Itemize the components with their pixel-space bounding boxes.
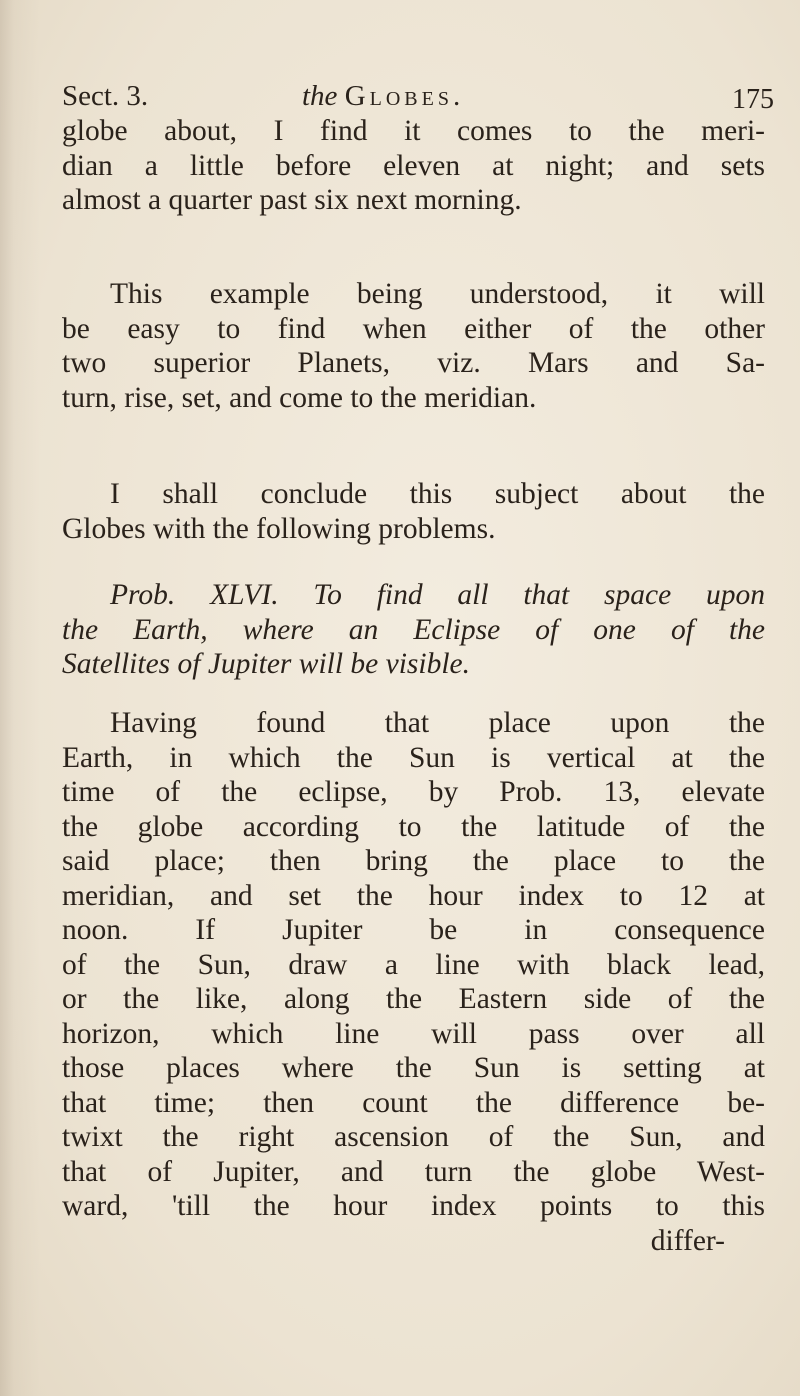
text-line: the globe according to the latitude of the	[62, 810, 765, 843]
paragraph-1	[62, 114, 765, 218]
text-line: or the like, along the Eastern side of the	[62, 983, 765, 1015]
text-line: the Earth, where an Eclipse of one of the	[62, 613, 765, 646]
text-line: that of Jupiter, and turn the globe West-	[62, 1155, 765, 1188]
text-line: dian a little before eleven at night; and sets	[62, 149, 765, 182]
text-line: ward, 'till the hour index points to this	[62, 1190, 765, 1222]
paragraph-3	[62, 477, 765, 546]
text-line: I shall conclude this subject about the	[110, 478, 765, 510]
paragraph-2	[62, 277, 765, 415]
running-title	[302, 80, 464, 113]
text-line: This example being understood, it will	[110, 278, 765, 310]
text-line: be easy to find when either of the other	[62, 312, 765, 345]
text-line: Satellites of Jupiter will be visible.	[62, 648, 471, 680]
text-line: two superior Planets, viz. Mars and Sa-	[62, 347, 765, 379]
text-line: time of the eclipse, by Prob. 13, elevate	[62, 776, 765, 808]
text-line: horizon, which line will pass over all	[62, 1017, 765, 1050]
running-title-caps: Globes.	[344, 80, 465, 112]
text-line: of the Sun, draw a line with black lead,	[62, 948, 765, 981]
text-line: Prob. XLVI. To find all that space upon	[110, 579, 765, 611]
text-line: almost a quarter past six next morning.	[62, 184, 522, 216]
text-line: twixt the right ascension of the Sun, and	[62, 1121, 765, 1153]
problem-heading	[62, 578, 765, 682]
text-line: said place; then bring the place to the	[62, 845, 765, 877]
text-line: Having found that place upon the	[110, 707, 765, 739]
page-number: 175	[732, 84, 774, 115]
text-line: meridian, and set the hour index to 12 at	[62, 879, 765, 912]
text-line: globe about, I find it comes to the meri-	[62, 115, 765, 147]
text-line: those places where the Sun is setting at	[62, 1052, 765, 1084]
text-line: Globes with the following problems.	[62, 512, 496, 545]
text-line: turn, rise, set, and come to the meridian.	[62, 381, 537, 414]
text-line: Earth, in which the Sun is vertical at the	[62, 741, 765, 774]
paragraph-5	[62, 706, 765, 1258]
section-label: Sect. 3.	[62, 80, 149, 112]
running-title-italic: the	[302, 80, 338, 112]
catchword: differ-	[650, 1224, 725, 1257]
text-line: that time; then count the difference be-	[62, 1086, 765, 1119]
text-line: noon. If Jupiter be in consequence	[62, 914, 765, 946]
